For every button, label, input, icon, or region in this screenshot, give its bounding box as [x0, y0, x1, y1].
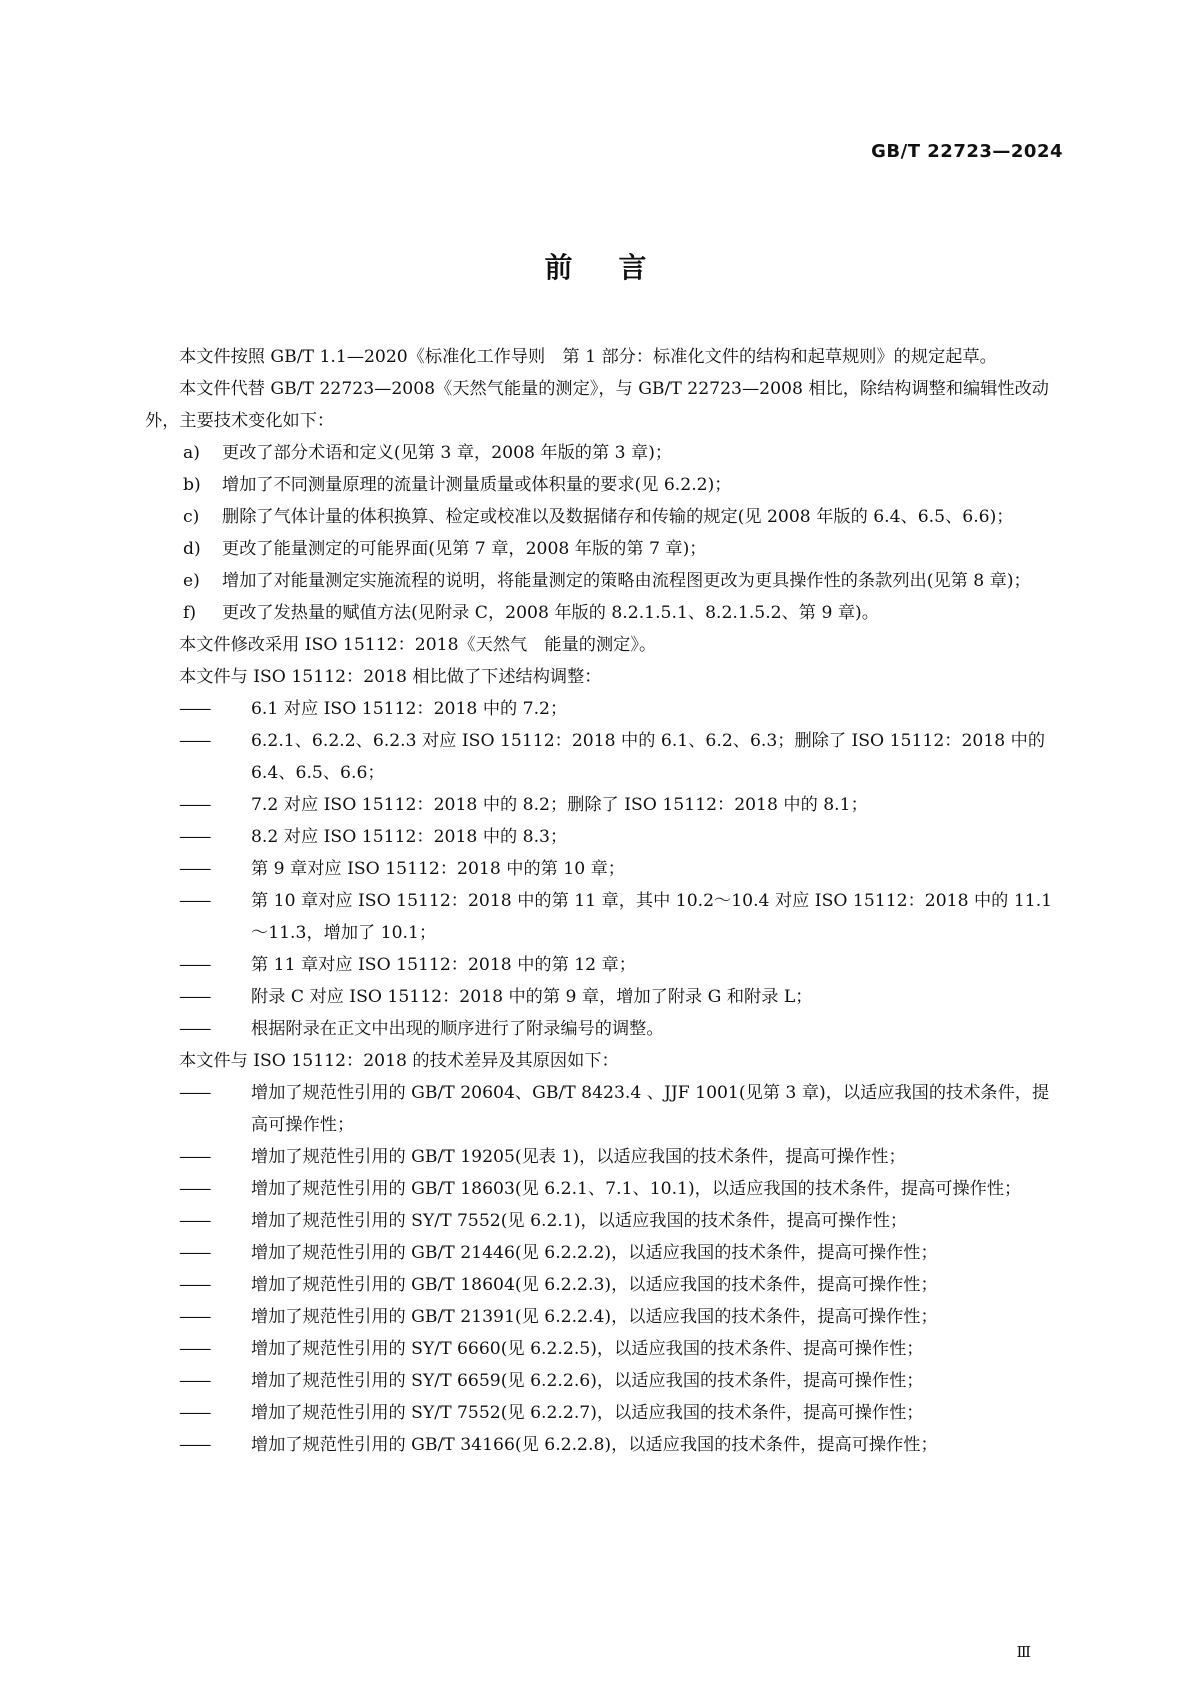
dash-mark: —— — [179, 859, 210, 879]
dash-text: 6.2.1、6.2.2、6.2.3 对应 ISO 15112：2018 中的 6.1、6.2、6.3；删除了 ISO 15112：2018 中的 6.4、6.5、6.6； — [251, 731, 1046, 783]
list-text: 删除了气体计量的体积换算、检定或校准以及数据储存和传输的规定(见 2008 年版的 6.4、6.5、6.6)； — [222, 507, 1014, 527]
dash-text: 第 11 章对应 ISO 15112：2018 中的第 12 章； — [251, 955, 636, 975]
dash-item — [145, 725, 1065, 789]
list-text: 增加了不同测量原理的流量计测量质量或体积量的要求(见 6.2.2)； — [222, 475, 732, 495]
dash-mark: —— — [179, 891, 210, 911]
differences-list — [145, 1077, 1065, 1461]
dash-text: 增加了规范性引用的 SY/T 6659(见 6.2.2.6)，以适应我国的技术条件，提高可操作性； — [251, 1371, 924, 1391]
dash-mark: —— — [179, 1179, 210, 1199]
dash-text: 增加了规范性引用的 GB/T 20604、GB/T 8423.4 、JJF 1001(见第 3 章)，以适应我国的技术条件，提高可操作性； — [251, 1083, 1050, 1135]
dash-text: 增加了规范性引用的 GB/T 18603(见 6.2.1、7.1、10.1)，以适应我国的技术条件，提高可操作性； — [251, 1179, 1022, 1199]
dash-text: 增加了规范性引用的 SY/T 6660(见 6.2.2.5)，以适应我国的技术条件、提高可操作性； — [251, 1339, 924, 1359]
document-body — [145, 341, 1065, 1461]
dash-item — [145, 1205, 1065, 1237]
dash-item — [145, 693, 1065, 725]
dash-text: 第 9 章对应 ISO 15112：2018 中的第 10 章； — [251, 859, 625, 879]
dash-mark: —— — [179, 1403, 210, 1423]
list-label: b) — [183, 475, 201, 495]
dash-mark: —— — [179, 1275, 210, 1295]
dash-mark: —— — [179, 1339, 210, 1359]
dash-item — [145, 853, 1065, 885]
dash-mark: —— — [179, 1435, 210, 1455]
list-label: c) — [183, 507, 200, 527]
paragraph: 本文件代替 GB/T 22723—2008《天然气能量的测定》，与 GB/T 22723—2008 相比，除结构调整和编辑性改动外，主要技术变化如下： — [145, 379, 1049, 431]
dash-text: 6.1 对应 ISO 15112：2018 中的 7.2； — [251, 699, 568, 719]
dash-item — [145, 1429, 1065, 1461]
dash-mark: —— — [179, 955, 210, 975]
dash-item — [145, 1077, 1065, 1141]
list-text: 更改了发热量的赋值方法(见附录 C，2008 年版的 8.2.1.5.1、8.2.1.5.2、第 9 章)。 — [222, 603, 879, 623]
dash-mark: —— — [179, 827, 210, 847]
dash-mark: —— — [179, 1307, 210, 1327]
dash-item — [145, 1141, 1065, 1173]
changes-list — [145, 437, 1065, 629]
list-item — [145, 533, 1065, 565]
dash-text: 增加了规范性引用的 SY/T 7552(见 6.2.1)，以适应我国的技术条件，提高可操作性； — [251, 1211, 908, 1231]
dash-mark: —— — [179, 987, 210, 1007]
list-item — [145, 597, 1065, 629]
dash-item — [145, 1333, 1065, 1365]
dash-mark: —— — [179, 1371, 210, 1391]
structure-list — [145, 693, 1065, 1045]
dash-item — [145, 821, 1065, 853]
paragraph: 本文件与 ISO 15112：2018 的技术差异及其原因如下： — [179, 1051, 619, 1071]
list-label: e) — [183, 571, 200, 591]
dash-text: 增加了规范性引用的 GB/T 18604(见 6.2.2.3)，以适应我国的技术条件，提高可操作性； — [251, 1275, 938, 1295]
dash-mark: —— — [179, 731, 210, 751]
dash-text: 第 10 章对应 ISO 15112：2018 中的第 11 章，其中 10.2～10.4 对应 ISO 15112：2018 中的 11.1～11.3，增加了 10.1； — [251, 891, 1053, 943]
list-label: a) — [183, 443, 200, 463]
dash-item — [145, 1301, 1065, 1333]
dash-text: 增加了规范性引用的 GB/T 21446(见 6.2.2.2)，以适应我国的技术条件，提高可操作性； — [251, 1243, 938, 1263]
dash-item — [145, 885, 1065, 949]
dash-text: 根据附录在正文中出现的顺序进行了附录编号的调整。 — [251, 1019, 664, 1039]
list-label: d) — [183, 539, 201, 559]
dash-text: 8.2 对应 ISO 15112：2018 中的 8.3； — [251, 827, 568, 847]
list-text: 更改了能量测定的可能界面(见第 7 章，2008 年版的第 7 章)； — [222, 539, 707, 559]
dash-item — [145, 1173, 1065, 1205]
dash-item — [145, 789, 1065, 821]
dash-mark: —— — [179, 1211, 210, 1231]
dash-text: 7.2 对应 ISO 15112：2018 中的 8.2；删除了 ISO 15112：2018 中的 8.1； — [251, 795, 868, 815]
list-item — [145, 469, 1065, 501]
dash-item — [145, 949, 1065, 981]
dash-item — [145, 981, 1065, 1013]
dash-mark: —— — [179, 1083, 210, 1103]
dash-item — [145, 1013, 1065, 1045]
dash-mark: —— — [179, 795, 210, 815]
dash-item — [145, 1365, 1065, 1397]
paragraph: 本文件与 ISO 15112：2018 相比做了下述结构调整： — [179, 667, 602, 687]
dash-mark: —— — [179, 699, 210, 719]
list-label: f) — [183, 603, 197, 623]
list-item — [145, 437, 1065, 469]
dash-text: 增加了规范性引用的 GB/T 19205(见表 1)，以适应我国的技术条件，提高可操作性； — [251, 1147, 906, 1167]
dash-mark: —— — [179, 1147, 210, 1167]
page-title: 前言 — [544, 251, 693, 284]
dash-text: 增加了规范性引用的 GB/T 34166(见 6.2.2.8)，以适应我国的技术条件，提高可操作性； — [251, 1435, 938, 1455]
dash-item — [145, 1269, 1065, 1301]
dash-text: 增加了规范性引用的 GB/T 21391(见 6.2.2.4)，以适应我国的技术条件，提高可操作性； — [251, 1307, 938, 1327]
dash-text: 附录 C 对应 ISO 15112：2018 中的第 9 章，增加了附录 G 和附录 L； — [251, 987, 813, 1007]
dash-mark: —— — [179, 1019, 210, 1039]
dash-item — [145, 1397, 1065, 1429]
list-text: 更改了部分术语和定义(见第 3 章，2008 年版的第 3 章)； — [222, 443, 673, 463]
standard-number: GB/T 22723—2024 — [871, 141, 1063, 162]
paragraph: 本文件按照 GB/T 1.1—2020《标准化工作导则 第 1 部分：标准化文件的结构和起草规则》的规定起草。 — [179, 347, 997, 367]
dash-item — [145, 1237, 1065, 1269]
paragraph: 本文件修改采用 ISO 15112：2018《天然气 能量的测定》。 — [179, 635, 657, 655]
list-item — [145, 501, 1065, 533]
dash-mark: —— — [179, 1243, 210, 1263]
list-text: 增加了对能量测定实施流程的说明，将能量测定的策略由流程图更改为更具操作性的条款列出(见第 8 章)； — [222, 571, 1031, 591]
list-item — [145, 565, 1065, 597]
dash-text: 增加了规范性引用的 SY/T 7552(见 6.2.2.7)，以适应我国的技术条件，提高可操作性； — [251, 1403, 924, 1423]
page-number: Ⅲ — [1016, 1643, 1031, 1661]
